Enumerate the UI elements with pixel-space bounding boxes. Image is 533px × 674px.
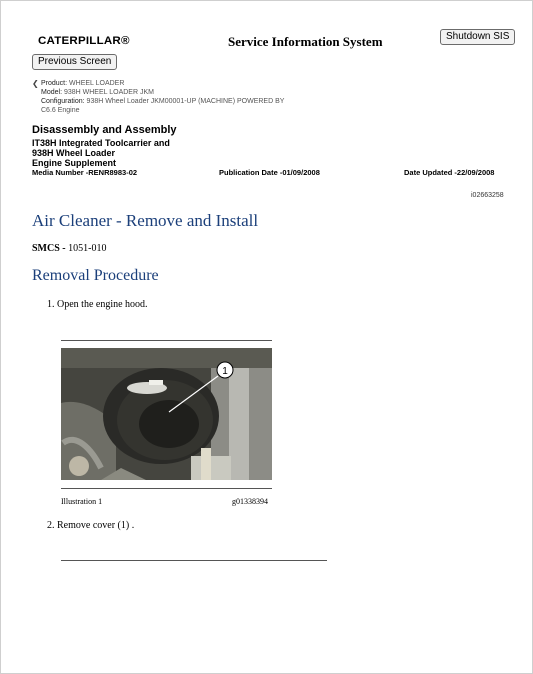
smcs-value: 1051-010 bbox=[68, 243, 107, 254]
procedure-heading: Removal Procedure bbox=[32, 267, 159, 284]
illustration-caption: Illustration 1 bbox=[61, 497, 103, 506]
divider bbox=[61, 560, 327, 561]
shutdown-sis-button[interactable]: Shutdown SIS bbox=[440, 29, 515, 45]
document-id: i02663258 bbox=[471, 192, 504, 199]
subtitle-line-2: 938H Wheel Loader bbox=[32, 148, 116, 158]
divider bbox=[61, 340, 272, 341]
media-number: Media Number -RENR8983-02 bbox=[32, 168, 138, 177]
subtitle-line-1: IT38H Integrated Toolcarrier and bbox=[32, 138, 170, 148]
section-heading: Air Cleaner - Remove and Install bbox=[32, 211, 259, 230]
smcs-label: SMCS - bbox=[32, 243, 66, 254]
publication-date: Publication Date -01/09/2008 bbox=[219, 168, 320, 177]
caterpillar-logo: CATERPILLAR® bbox=[38, 35, 130, 47]
step-1: 1. Open the engine hood. bbox=[47, 299, 148, 310]
document-subtitle bbox=[32, 138, 272, 168]
step-2: 2. Remove cover (1) . bbox=[47, 520, 135, 531]
chevron-left-icon[interactable]: ❮ bbox=[32, 79, 39, 88]
configuration-line: Configuration: 938H Wheel Loader JKM00001-UP (MACHINE) POWERED BY bbox=[41, 98, 285, 105]
callout-1-label: 1 bbox=[222, 366, 228, 377]
product-line: Product: WHEEL LOADER bbox=[41, 80, 125, 87]
illustration-graphic-id: g01338394 bbox=[232, 497, 268, 506]
date-updated: Date Updated -22/09/2008 bbox=[404, 168, 495, 177]
model-line: Model: 938H WHEEL LOADER JKM bbox=[41, 89, 154, 96]
previous-screen-button[interactable]: Previous Screen bbox=[32, 54, 117, 70]
illustration-photo bbox=[61, 348, 272, 480]
configuration-line-cont: C6.6 Engine bbox=[41, 107, 80, 114]
smcs-code bbox=[32, 243, 106, 254]
divider bbox=[61, 488, 272, 489]
subtitle-line-3: Engine Supplement bbox=[32, 158, 117, 168]
app-title: Service Information System bbox=[228, 34, 383, 49]
document-title: Disassembly and Assembly bbox=[32, 124, 177, 136]
product-info bbox=[32, 79, 284, 115]
